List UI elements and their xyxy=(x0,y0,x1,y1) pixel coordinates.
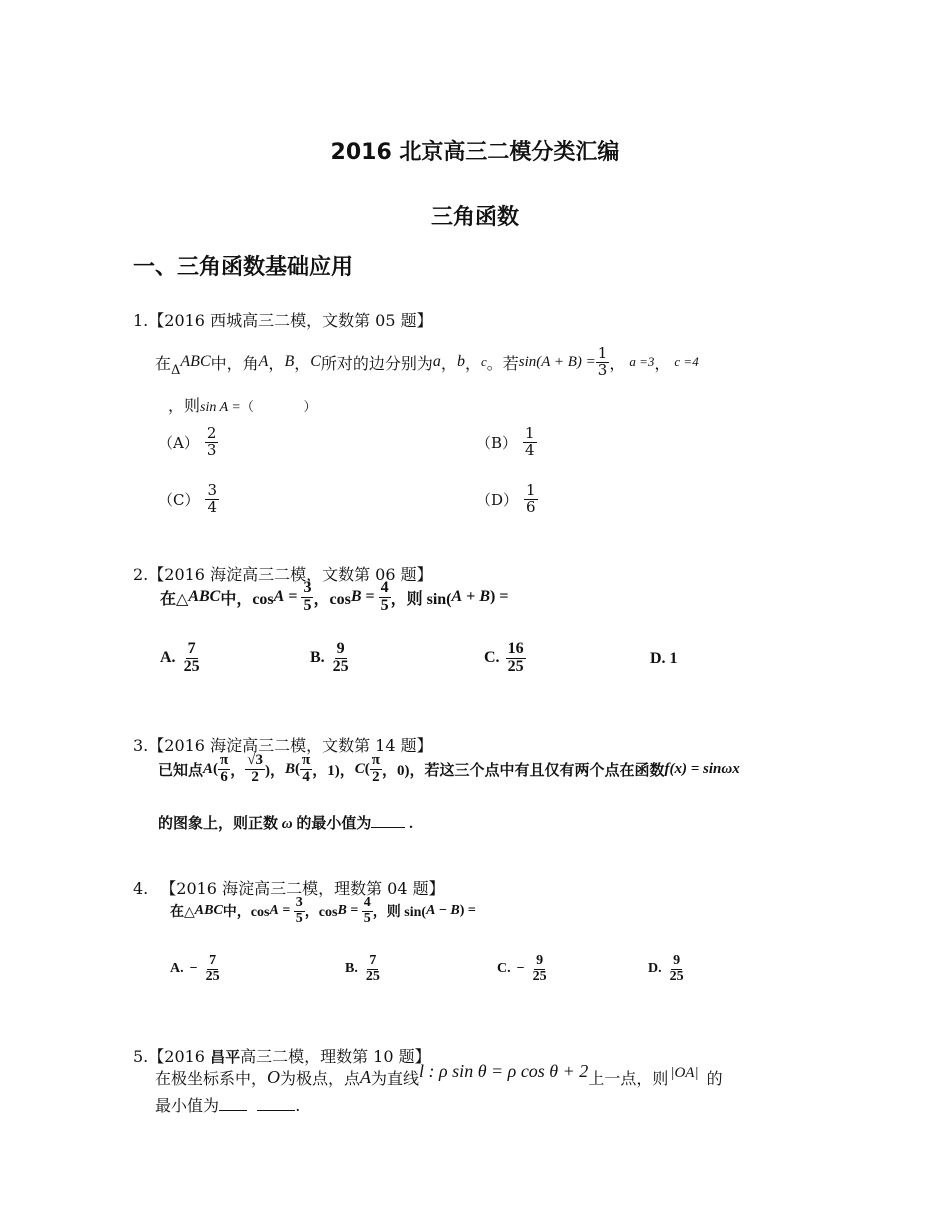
option-label: D. xyxy=(648,961,662,977)
q1-var: b xyxy=(456,353,465,371)
option-label: B. xyxy=(310,649,325,667)
section-heading: 一、三角函数基础应用 xyxy=(133,255,354,280)
frac-num: 7 xyxy=(369,953,377,968)
q2-text: ，cos xyxy=(313,590,351,608)
q1-stem-line1 xyxy=(155,346,699,379)
q3-text: 已知点 xyxy=(158,762,204,779)
option-fraction xyxy=(523,426,537,459)
q3-source: 【2016 海淀高三二模，文数第 14 题】 xyxy=(148,736,433,755)
q3-paren: )， xyxy=(265,762,285,779)
frac-num: 7 xyxy=(209,953,217,968)
option-fraction xyxy=(531,954,549,984)
option-fraction xyxy=(668,954,686,984)
frac-num: √3 xyxy=(247,752,263,768)
q2-text: 中，cos xyxy=(220,590,274,608)
option-fraction xyxy=(205,483,219,516)
q4-abc: ABC xyxy=(194,903,223,919)
frac-num: 9 xyxy=(673,953,681,968)
frac-num: π xyxy=(220,752,229,768)
q3-comma: ， xyxy=(230,762,246,779)
q2-text: 在△ xyxy=(160,590,189,608)
q3-text: ，1)， xyxy=(312,762,355,779)
frac-den: 6 xyxy=(526,497,536,516)
frac-den: 5 xyxy=(295,910,303,926)
q2-text: ，则 sin( xyxy=(390,590,452,608)
q2-frac1 xyxy=(301,580,313,615)
q1-var: c xyxy=(480,354,487,370)
option-fraction xyxy=(331,641,351,676)
q5-line-equation: l : ρ sin θ = ρ cos θ + 2 xyxy=(419,1061,589,1081)
q2-option-a[interactable] xyxy=(160,641,202,676)
q1-comma: ， xyxy=(464,353,481,373)
frac-den: 3 xyxy=(206,440,217,459)
q5-stem-line1 xyxy=(155,1061,723,1089)
q5-text: 为直线 xyxy=(371,1069,420,1088)
q1-var: A xyxy=(258,353,269,371)
q1-a-value: a =3 xyxy=(629,354,655,370)
q1-comma: ， xyxy=(440,353,457,373)
frac-den: 4 xyxy=(207,497,218,516)
q4-option-b[interactable] xyxy=(345,954,382,984)
option-label: D. 1 xyxy=(650,650,678,667)
q1-var: a xyxy=(432,353,441,371)
answer-blank[interactable] xyxy=(219,1110,247,1111)
q5-source-district: 昌平 xyxy=(210,1048,241,1066)
q2-abc: ABC xyxy=(188,588,221,606)
q5-header xyxy=(133,1044,431,1067)
q5-source-a: 【2016 xyxy=(148,1047,211,1066)
q4-number: 4. xyxy=(133,879,149,898)
frac-den: 25 xyxy=(332,657,349,675)
frac-den: 6 xyxy=(220,768,228,785)
option-label: （A） xyxy=(158,433,199,452)
q3-paren: ( xyxy=(295,760,301,777)
q4-text: ，cos xyxy=(304,905,338,921)
q2-text: + xyxy=(462,588,480,606)
q1-var: C xyxy=(310,353,321,371)
answer-blank[interactable] xyxy=(257,1110,295,1111)
q5-text: 在极坐标系中， xyxy=(155,1069,268,1088)
frac-num: 9 xyxy=(536,953,544,968)
q2-var: A xyxy=(273,588,285,606)
frac-num: 7 xyxy=(187,640,196,657)
frac-den: 25 xyxy=(365,968,380,984)
q4-text: = xyxy=(346,903,362,919)
option-fraction xyxy=(524,483,538,516)
q2-stem xyxy=(160,580,508,615)
q4-var: A xyxy=(269,903,279,919)
q1-fraction xyxy=(596,346,610,379)
q3-frac-pi6 xyxy=(218,753,230,786)
frac-den: 2 xyxy=(251,768,259,785)
q1-option-a[interactable] xyxy=(158,426,218,459)
frac-den: 4 xyxy=(525,440,535,459)
q1-header xyxy=(133,308,433,331)
frac-den: 25 xyxy=(669,968,684,984)
option-label: A. xyxy=(160,649,176,667)
option-label: （D） xyxy=(476,490,519,509)
q1-var: B xyxy=(284,353,295,371)
q1-answer-paren: （ ） xyxy=(240,400,317,415)
q1-abc: ABC xyxy=(180,353,211,371)
q1-number: 1. xyxy=(133,311,149,330)
q4-text: 在△ xyxy=(170,905,195,921)
q3-paren: ( xyxy=(364,760,370,777)
q5-text: 的 xyxy=(706,1069,723,1088)
q3-text: ，0) xyxy=(381,762,410,779)
q2-source: 【2016 海淀高三二模，文数第 06 题】 xyxy=(148,565,433,584)
q4-option-a[interactable] xyxy=(170,954,222,984)
q2-text: ) = xyxy=(489,588,509,606)
option-label: （C） xyxy=(158,490,200,509)
q1-text: 中，角 xyxy=(210,353,259,373)
frac-den: 25 xyxy=(532,968,547,984)
q5-source-c: 高三二模，理数第 10 题】 xyxy=(240,1047,431,1066)
answer-blank[interactable] xyxy=(371,827,405,828)
q2-option-c[interactable] xyxy=(484,641,526,676)
q4-var: A xyxy=(426,903,436,919)
option-label: （B） xyxy=(476,433,518,452)
q4-text: ) = xyxy=(459,903,476,919)
q1-c-value: c =4 xyxy=(674,354,699,370)
frac-num: 9 xyxy=(336,640,345,657)
frac-num: 4 xyxy=(380,579,389,596)
document-title: 2016 北京高三二模分类汇编 xyxy=(330,140,620,165)
q1-comma: ， xyxy=(654,353,671,373)
frac-num: 16 xyxy=(507,640,524,657)
q1-comma: ， xyxy=(268,353,285,373)
q2-var: A xyxy=(451,588,463,606)
frac-num: 3 xyxy=(303,579,312,596)
frac-den: 25 xyxy=(205,968,220,984)
frac-den: 5 xyxy=(303,596,312,614)
option-label: B. xyxy=(345,961,358,977)
q3-var: B xyxy=(285,760,296,777)
q2-var: B xyxy=(479,588,490,606)
option-label: C. xyxy=(484,649,500,667)
frac-den: 25 xyxy=(183,657,200,675)
frac-num: 2 xyxy=(206,424,217,442)
q4-option-d[interactable] xyxy=(648,954,686,984)
frac-den: 5 xyxy=(380,596,389,614)
frac-den: 25 xyxy=(507,657,524,675)
q3-text: . xyxy=(409,816,413,832)
q3-number: 3. xyxy=(133,736,149,755)
option-fraction xyxy=(364,954,382,984)
q1-text: 在 xyxy=(155,353,172,373)
option-fraction xyxy=(205,426,219,459)
option-fraction xyxy=(182,641,202,676)
q5-text: 最小值为 xyxy=(155,1096,220,1115)
q4-frac1 xyxy=(294,896,305,926)
q1-frac-den: 3 xyxy=(597,360,608,379)
q2-frac2 xyxy=(379,580,391,615)
q1-source: 【2016 西城高三二模，文数第 05 题】 xyxy=(148,311,433,330)
frac-num: 1 xyxy=(525,424,535,442)
q3-text: ，若这三个点中有且仅有两个点在函数 xyxy=(409,762,665,779)
q2-var: B xyxy=(350,588,362,606)
q3-frac-pi2 xyxy=(370,753,382,786)
q2-option-b[interactable] xyxy=(310,641,351,676)
q3-paren: ( xyxy=(213,760,219,777)
triangle-symbol: Δ xyxy=(171,362,181,378)
q3-text: 的图象上，则正数 xyxy=(158,816,279,832)
q1-option-d[interactable] xyxy=(476,483,538,516)
q2-text: = xyxy=(284,588,302,606)
q3-stem-line1 xyxy=(158,753,740,786)
q1-option-c[interactable] xyxy=(158,483,219,516)
q1-comma: ， xyxy=(294,353,311,373)
q3-omega: ω xyxy=(281,816,293,832)
q1-sin-expr: sin(A + B) = xyxy=(518,353,596,370)
frac-num: 3 xyxy=(207,481,218,499)
q3-stem-line2 xyxy=(158,812,413,833)
q4-text: − xyxy=(435,903,451,919)
q1-option-b[interactable] xyxy=(476,426,537,459)
q4-text: 中，cos xyxy=(222,905,270,921)
option-label: C. xyxy=(497,961,511,977)
q5-var: O xyxy=(267,1067,281,1087)
q5-var: A xyxy=(360,1067,372,1087)
document-subtitle: 三角函数 xyxy=(430,205,519,230)
frac-num: π xyxy=(302,752,311,768)
q4-text: = xyxy=(278,903,294,919)
frac-den: 2 xyxy=(372,768,380,785)
q4-text: ，则 sin( xyxy=(372,905,427,921)
q1-frac-num: 1 xyxy=(597,344,608,362)
q4-var: B xyxy=(337,903,347,919)
frac-num: 4 xyxy=(363,895,371,910)
q2-number: 2. xyxy=(133,565,149,584)
q4-stem xyxy=(170,896,476,926)
q5-text: 上一点，则 xyxy=(588,1069,669,1088)
q3-var: C xyxy=(354,760,365,777)
q3-frac-root3 xyxy=(245,753,265,786)
option-label: A. xyxy=(170,961,184,977)
q4-frac2 xyxy=(362,896,373,926)
q3-frac-pi4 xyxy=(300,753,312,786)
option-sign: − xyxy=(516,961,525,977)
option-fraction xyxy=(204,954,222,984)
frac-den: 4 xyxy=(302,768,310,785)
q1-text: ，则 xyxy=(168,396,201,415)
frac-num: 1 xyxy=(526,481,536,499)
q2-text: = xyxy=(361,588,379,606)
q1-comma: ， xyxy=(609,353,626,373)
q3-var: A xyxy=(203,760,214,777)
q4-option-c[interactable] xyxy=(497,954,549,984)
q5-text: 为极点，点 xyxy=(280,1069,361,1088)
frac-num: 3 xyxy=(295,895,303,910)
option-sign: − xyxy=(189,961,198,977)
q5-oa: |OA| xyxy=(670,1065,699,1081)
q1-text: 。若 xyxy=(486,353,519,373)
q5-text: . xyxy=(295,1096,301,1115)
q3-text: 的最小值为 xyxy=(296,816,372,832)
q2-option-d[interactable] xyxy=(650,650,678,668)
frac-num: π xyxy=(371,752,380,768)
frac-den: 5 xyxy=(363,910,371,926)
option-fraction xyxy=(506,641,526,676)
q3-function: f(x) = sinωx xyxy=(664,760,740,777)
q1-sinA: sin A = xyxy=(200,400,241,415)
q5-number: 5. xyxy=(133,1047,149,1066)
q1-text: 所对的边分别为 xyxy=(320,353,433,373)
q5-stem-line2 xyxy=(155,1093,300,1116)
q4-source: 【2016 海淀高三二模，理数第 04 题】 xyxy=(160,879,445,898)
q4-var: B xyxy=(450,903,460,919)
q1-stem-line2 xyxy=(168,393,316,416)
